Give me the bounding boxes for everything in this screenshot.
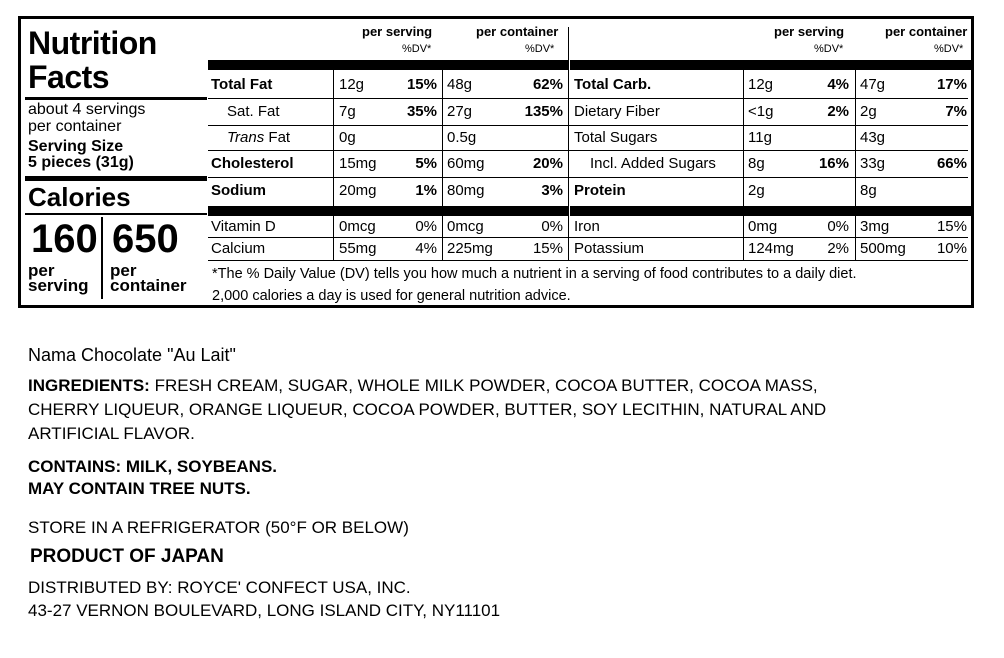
container-amount: 0.5g bbox=[447, 129, 477, 146]
serving-amount: 8g bbox=[748, 155, 765, 172]
container-dv: 135% bbox=[524, 103, 563, 120]
nutrient-name bbox=[574, 129, 657, 147]
container-amount: 0mcg bbox=[447, 218, 484, 235]
serving-amount: 11g bbox=[748, 129, 772, 146]
col-sep-middle bbox=[568, 27, 569, 260]
nutrient-name bbox=[574, 182, 626, 200]
hdr-right-serving-dv: %DV* bbox=[814, 43, 844, 55]
ingredients-line2: CHERRY LIQUEUR, ORANGE LIQUEUR, COCOA POWDER, BUTTER, SOY LECITHIN, NATURAL AND bbox=[28, 400, 827, 419]
hdr-left-serving-dv: %DV* bbox=[402, 43, 432, 55]
serving-amount: 15mg bbox=[339, 155, 377, 172]
ingredients-text-1: FRESH CREAM, SUGAR, WHOLE MILK POWDER, COCOA BUTTER, COCOA MASS, bbox=[149, 376, 818, 395]
calories-per-serving: 160 bbox=[31, 217, 98, 261]
nutrient-name-text: Sodium bbox=[211, 182, 266, 199]
nutrient-name-text: Total Fat bbox=[211, 76, 273, 93]
nutrient-name bbox=[211, 218, 276, 236]
col-sep-1 bbox=[333, 70, 334, 260]
container-amount: 60mg bbox=[447, 155, 485, 172]
hdr-right-container-dv: %DV* bbox=[934, 43, 964, 55]
nutrient-name-text: Cholesterol bbox=[211, 155, 294, 172]
nutrient-name bbox=[574, 218, 600, 236]
container-dv: 3% bbox=[541, 182, 563, 199]
nutrient-name-text: Vitamin D bbox=[211, 218, 276, 235]
product-name: Nama Chocolate "Au Lait" bbox=[28, 345, 236, 365]
nutrient-name-text: Total Carb. bbox=[574, 76, 652, 93]
hdr-left-per-serving: per serving bbox=[362, 24, 433, 39]
container-amount: 33g bbox=[860, 155, 886, 172]
product-origin: PRODUCT OF JAPAN bbox=[30, 546, 224, 567]
distributor: DISTRIBUTED BY: ROYCE' CONFECT USA, INC. bbox=[28, 578, 411, 597]
right-mid-bar bbox=[570, 206, 971, 216]
serving-rule bbox=[25, 176, 207, 181]
serving-dv: 4% bbox=[415, 240, 437, 257]
nutrient-name bbox=[574, 240, 644, 258]
container-amount: 2g bbox=[860, 103, 877, 120]
may-contain-allergens: MAY CONTAIN TREE NUTS. bbox=[28, 479, 251, 498]
serving-amount: 0g bbox=[339, 129, 356, 146]
ingredients-line3: ARTIFICIAL FLAVOR. bbox=[28, 424, 195, 443]
contains-allergens: CONTAINS: MILK, SOYBEANS. bbox=[28, 457, 278, 476]
container-dv: 0% bbox=[541, 218, 563, 235]
per-serving-line2: serving bbox=[28, 276, 89, 295]
nutrient-name bbox=[574, 103, 660, 121]
servings-line1: about 4 servings bbox=[28, 101, 146, 118]
serving-dv: 15% bbox=[406, 76, 437, 93]
serving-amount: 0mcg bbox=[339, 218, 376, 235]
container-dv: 15% bbox=[532, 240, 563, 257]
container-dv: 20% bbox=[532, 155, 563, 172]
footnote-line2: 2,000 calories a day is used for general nutrition advice. bbox=[212, 288, 571, 304]
footnote-line1: *The % Daily Value (DV) tells you how much a nutrient in a serving of food contributes to a daily diet. bbox=[212, 266, 857, 282]
nutrient-name bbox=[574, 76, 651, 94]
serving-amount: <1g bbox=[748, 103, 774, 120]
servings-line2: per container bbox=[28, 118, 122, 135]
container-amount: 225mg bbox=[447, 240, 493, 257]
container-amount: 48g bbox=[447, 76, 473, 93]
storage-instructions: STORE IN A REFRIGERATOR (50°F OR BELOW) bbox=[28, 518, 409, 537]
serving-dv: 4% bbox=[827, 76, 849, 93]
ingredients-label: INGREDIENTS: bbox=[28, 376, 150, 395]
per-serving-line1: per bbox=[28, 261, 55, 280]
container-amount: 500mg bbox=[860, 240, 906, 257]
distributor-address: 43-27 VERNON BOULEVARD, LONG ISLAND CITY, NY11101 bbox=[28, 601, 501, 620]
nutrient-name bbox=[590, 155, 716, 173]
nutrient-name bbox=[211, 155, 294, 173]
container-dv: 66% bbox=[936, 155, 967, 172]
serving-dv: 5% bbox=[415, 155, 437, 172]
col-sep-4 bbox=[855, 70, 856, 260]
row-line-3 bbox=[208, 150, 968, 151]
container-dv: 17% bbox=[936, 76, 967, 93]
serving-size-value: 5 pieces (31g) bbox=[28, 154, 134, 171]
serving-dv: 0% bbox=[827, 218, 849, 235]
title-rule bbox=[25, 97, 207, 100]
serving-dv: 2% bbox=[827, 240, 849, 257]
nutrient-name bbox=[211, 182, 266, 200]
nutrient-name bbox=[211, 76, 272, 94]
serving-size-label: Serving Size bbox=[28, 138, 124, 155]
serving-dv: 1% bbox=[415, 182, 437, 199]
hdr-right-per-serving: per serving bbox=[774, 24, 845, 39]
container-amount: 27g bbox=[447, 103, 473, 120]
nutrient-name-text: Iron bbox=[574, 218, 600, 235]
serving-dv: 16% bbox=[818, 155, 849, 172]
serving-amount: 12g bbox=[339, 76, 365, 93]
serving-dv: 2% bbox=[827, 103, 849, 120]
serving-amount: 20mg bbox=[339, 182, 377, 199]
container-amount: 47g bbox=[860, 76, 886, 93]
nutrient-name-text: Incl. Added Sugars bbox=[590, 155, 716, 172]
nutrient-name-text: Protein bbox=[574, 182, 626, 199]
serving-dv: 0% bbox=[415, 218, 437, 235]
serving-amount: 2g bbox=[748, 182, 765, 199]
container-amount: 80mg bbox=[447, 182, 485, 199]
nutrient-name bbox=[227, 103, 280, 121]
label-title-line2: Facts bbox=[28, 59, 110, 95]
nutrient-name-text: Trans bbox=[227, 129, 265, 146]
container-amount: 3mg bbox=[860, 218, 890, 235]
ingredients-line1 bbox=[28, 374, 818, 398]
nutrient-name-text: Sat. Fat bbox=[227, 103, 280, 120]
row-line-4 bbox=[208, 177, 968, 178]
calories-per-container: 650 bbox=[112, 217, 179, 261]
col-sep-3 bbox=[743, 70, 744, 260]
calories-rule bbox=[25, 213, 207, 215]
hdr-right-per-container: per container bbox=[885, 24, 968, 39]
per-container-line2: container bbox=[110, 276, 187, 295]
container-amount: 8g bbox=[860, 182, 877, 199]
per-container-line1: per bbox=[110, 261, 137, 280]
nutrient-name-text: Potassium bbox=[574, 240, 645, 257]
nutrient-name bbox=[227, 129, 290, 147]
col-sep-2 bbox=[442, 70, 443, 260]
row-line-5 bbox=[208, 237, 968, 238]
serving-amount: 12g bbox=[748, 76, 774, 93]
label-title-line1: Nutrition bbox=[28, 25, 157, 61]
serving-amount: 124mg bbox=[748, 240, 794, 257]
nutrient-name-suffix: Fat bbox=[264, 129, 291, 146]
nutrition-facts-label bbox=[18, 16, 974, 308]
row-line-2 bbox=[208, 125, 968, 126]
nutrient-name-text: Dietary Fiber bbox=[574, 103, 660, 120]
serving-amount: 7g bbox=[339, 103, 356, 120]
row-line-1 bbox=[208, 98, 968, 99]
container-dv: 10% bbox=[936, 240, 967, 257]
nutrient-name-text: Total Sugars bbox=[574, 129, 658, 146]
container-dv: 62% bbox=[532, 76, 563, 93]
nutrient-name-text: Calcium bbox=[211, 240, 266, 257]
hdr-left-container-dv: %DV* bbox=[525, 43, 555, 55]
nutrient-name bbox=[211, 240, 265, 258]
container-dv: 7% bbox=[945, 103, 967, 120]
serving-amount: 55mg bbox=[339, 240, 377, 257]
serving-amount: 0mg bbox=[748, 218, 778, 235]
left-top-bar bbox=[208, 60, 568, 70]
container-dv: 15% bbox=[936, 218, 967, 235]
left-mid-bar bbox=[208, 206, 568, 216]
right-top-bar bbox=[570, 60, 971, 70]
hdr-left-per-container: per container bbox=[476, 24, 559, 39]
calories-label: Calories bbox=[28, 182, 131, 212]
row-line-6 bbox=[208, 260, 968, 261]
calories-divider bbox=[101, 217, 103, 299]
container-amount: 43g bbox=[860, 129, 886, 146]
serving-dv: 35% bbox=[406, 103, 437, 120]
